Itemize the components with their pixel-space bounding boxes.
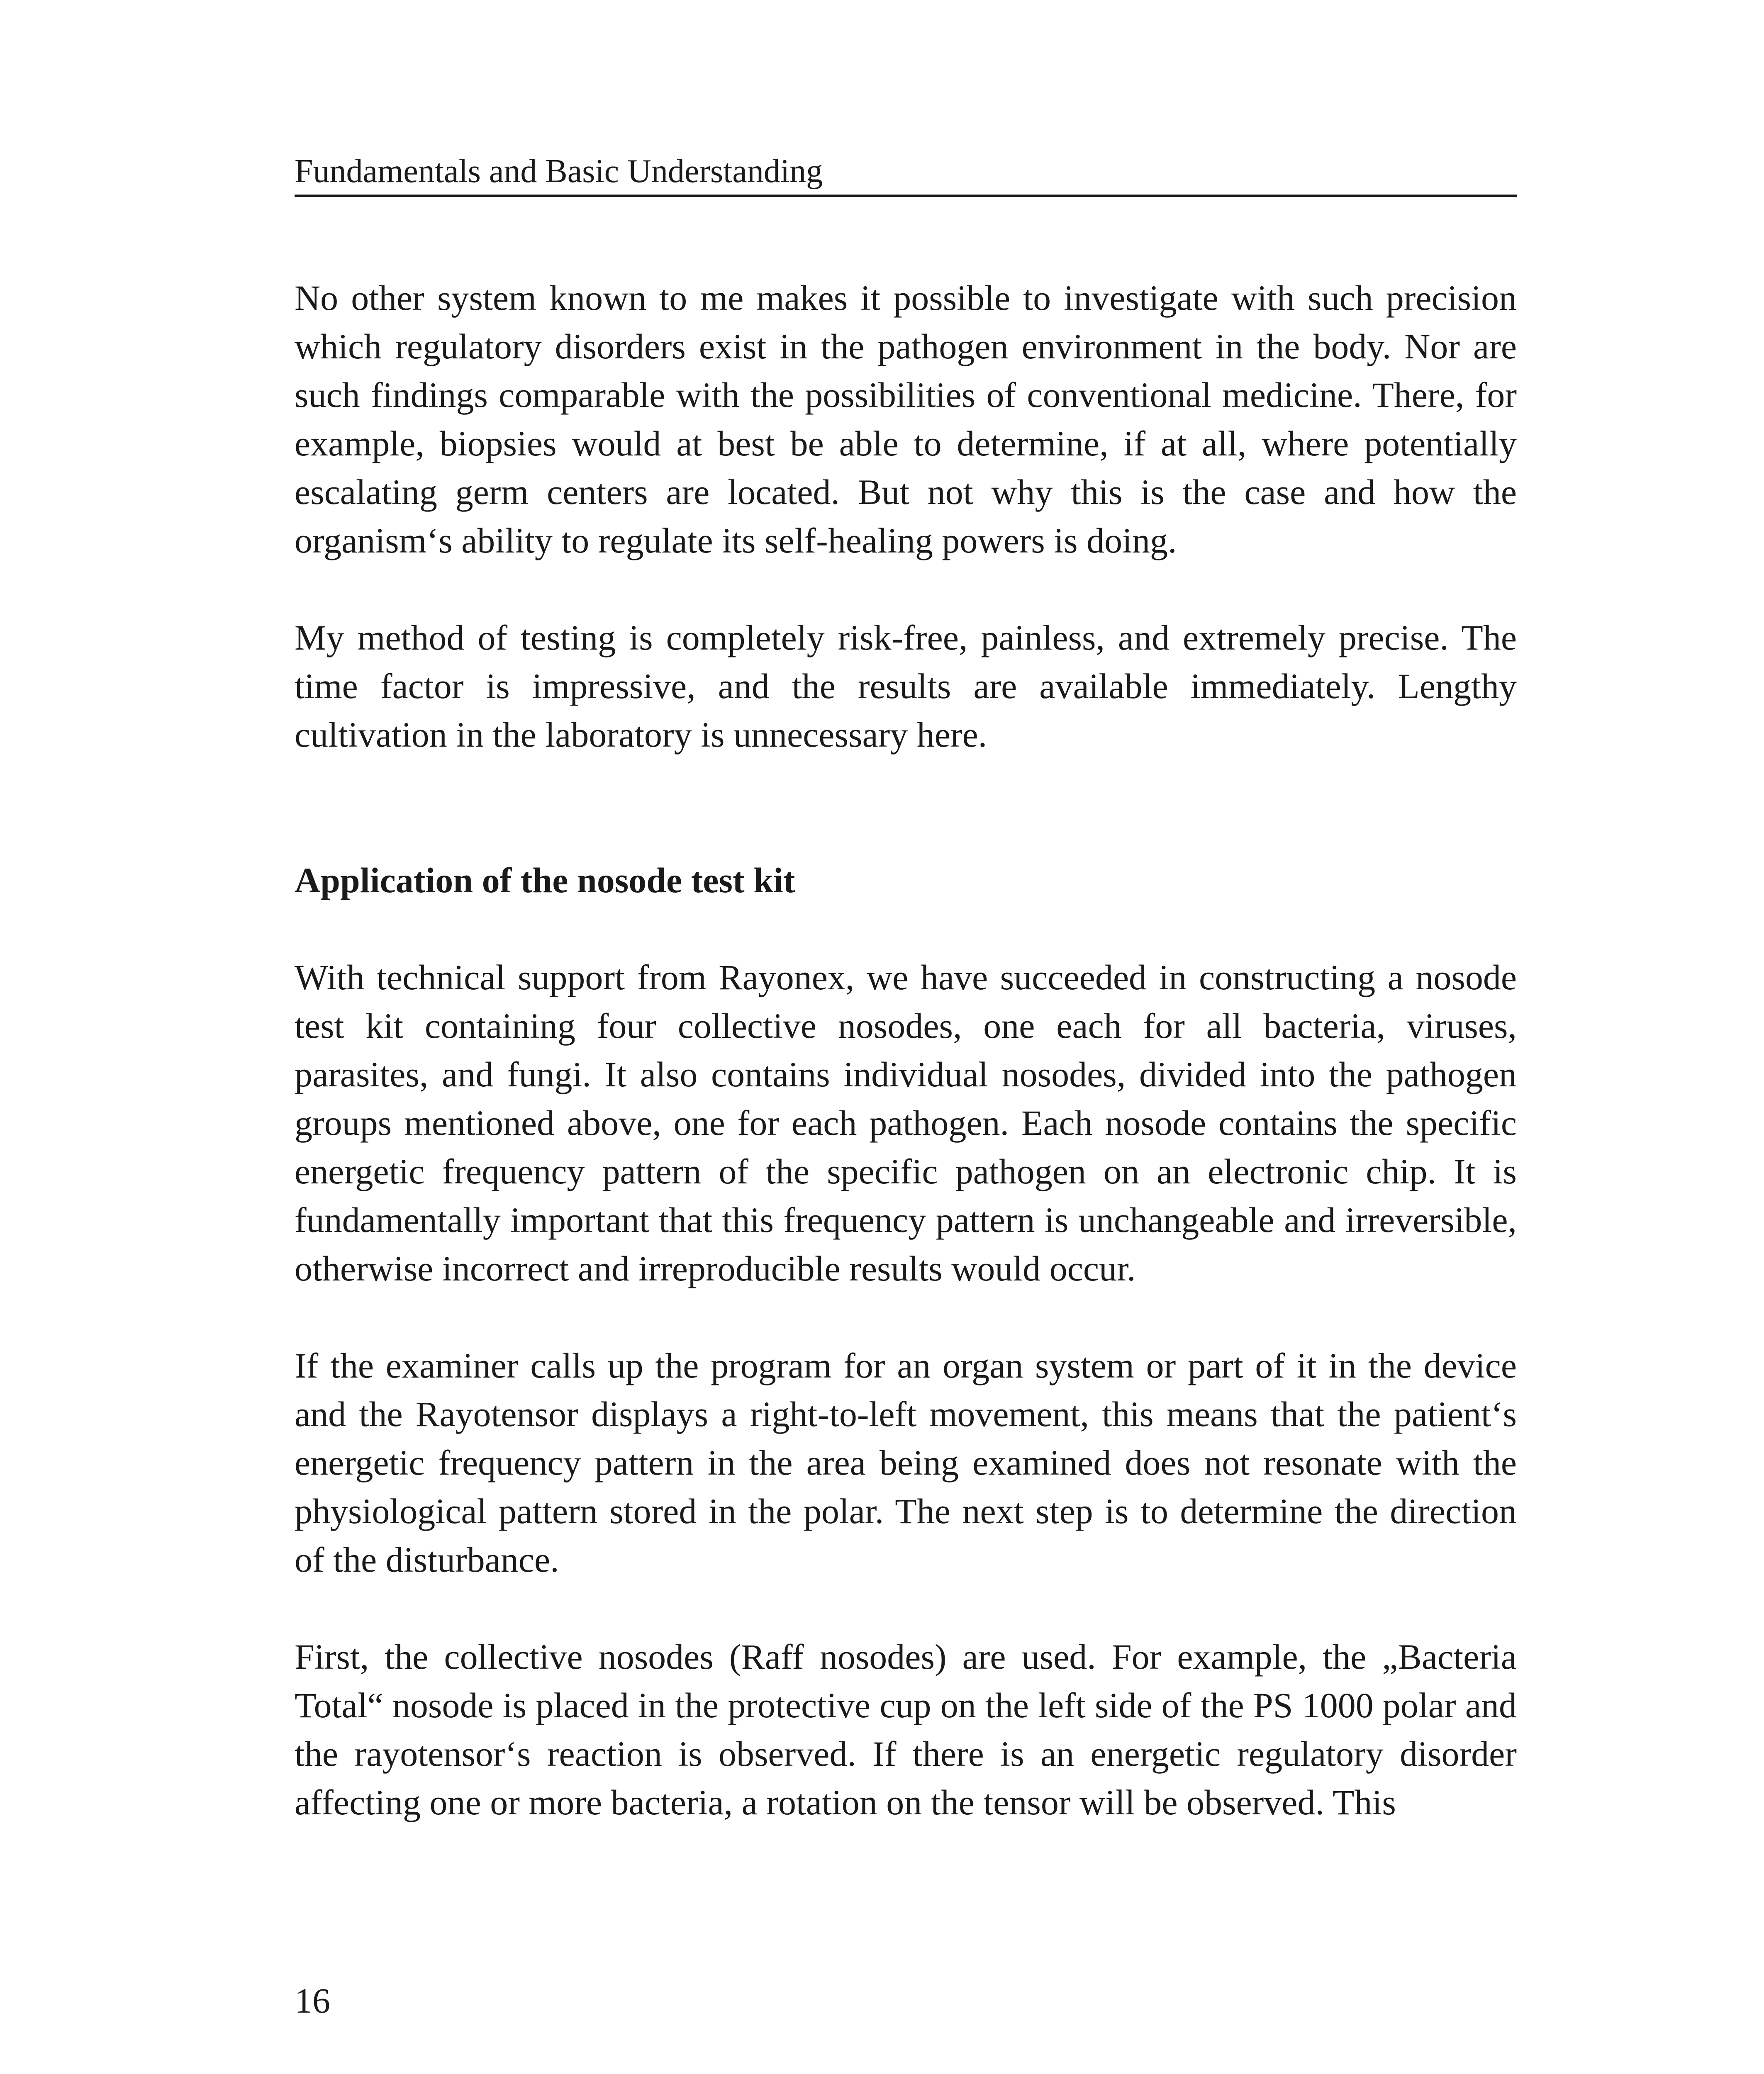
paragraph-spacer: [295, 565, 1517, 613]
paragraph-collective-nosodes: First, the collective nosodes (Raff nosodes) are used. For example, the „Bacteria Total“ nosode is placed in the protective cup on the left side of the PS 1000 polar and the rayotensor‘s reaction is observed. If there is an energetic regulatory disorder affecting one or more bacteria, a rotation on the tensor will be observed. This: [295, 1637, 1517, 1822]
running-header: [295, 145, 1517, 197]
paragraph-intro: No other system known to me makes it possible to investigate with such precision which regulatory disorders exist in the pathogen environment in the body. Nor are such findings comparable with the possibilities of conventional medicine. There, for example, biopsies would at best be able to determine, if at all, where potentially escalating germ centers are located. But not why this is the case and how the organism‘s ability to regulate its self-healing powers is doing.: [295, 278, 1517, 560]
section-spacer: [295, 759, 1517, 856]
page-number: 16: [295, 1981, 330, 2020]
paragraph-spacer: [295, 1584, 1517, 1633]
paragraph-spacer: [295, 1293, 1517, 1341]
paragraph-test-kit: With technical support from Rayonex, we have succeeded in constructing a nosode test kit containing four collective nosodes, one each for all bacteria, viruses, parasites, and fungi. It also contains individual nosodes, divided into the pathogen groups mentioned above, one for each pathogen. Each nosode contains the specific energetic frequency pattern of the specific pathogen on an electronic chip. It is fundamentally important that this frequency pattern is unchangeable and irreversible, otherwise incorrect and irreproducible results would occur.: [295, 957, 1517, 1288]
paragraph-spacer: [295, 905, 1517, 953]
paragraph-examiner: If the examiner calls up the program for an organ system or part of it in the device and the Rayotensor displays a right-to-left movement, this means that the patient‘s energetic frequency pattern in the area being examined does not resonate with the physiological pattern stored in the polar. The next step is to determine the direction of the disturbance.: [295, 1346, 1517, 1580]
paragraph-testing-method: My method of testing is completely risk-free, painless, and extremely precise. The time factor is impressive, and the results are available immediately. Lengthy cultivation in the laboratory is unnecessary here.: [295, 618, 1517, 755]
page-body: [295, 274, 1517, 1827]
running-header-title: Fundamentals and Basic Understanding: [295, 153, 823, 190]
section-heading: Application of the nosode test kit: [295, 860, 795, 900]
